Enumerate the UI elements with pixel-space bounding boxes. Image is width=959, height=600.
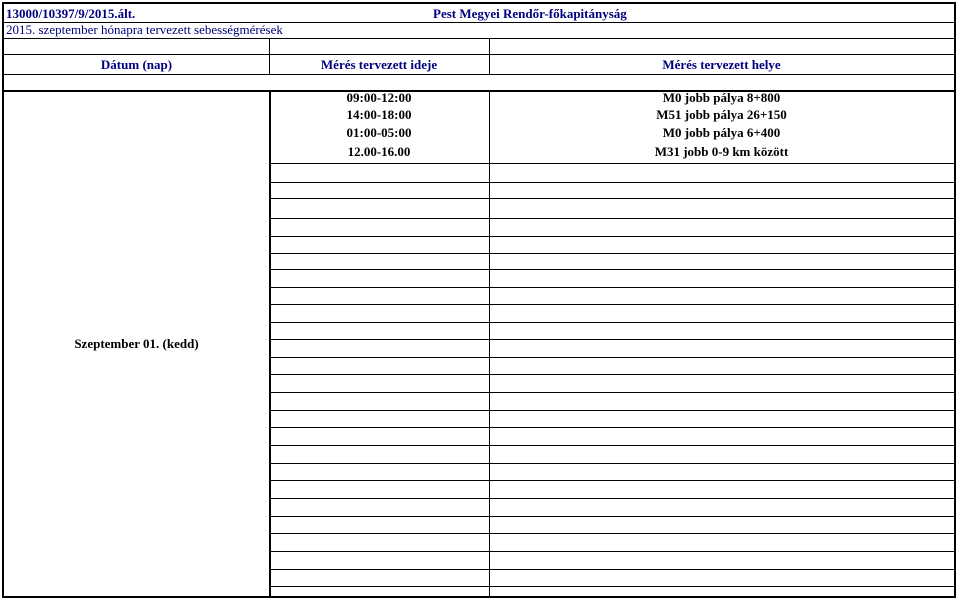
table-row-line xyxy=(269,198,954,199)
table-row-line xyxy=(269,410,954,411)
table-row-line xyxy=(269,163,954,164)
row-place: M51 jobb pálya 26+150 xyxy=(656,107,787,122)
date-cell: Szeptember 01. (kedd) xyxy=(74,336,199,351)
table-row-line xyxy=(269,551,954,552)
row-place: M0 jobb pálya 6+400 xyxy=(662,125,781,140)
header-divider-2 xyxy=(4,38,954,39)
table-row-line xyxy=(269,287,954,288)
table-row-line xyxy=(269,304,954,305)
table-row-line xyxy=(269,236,954,237)
table-row-line xyxy=(269,586,954,587)
table-row-line xyxy=(269,516,954,517)
row-time: 09:00-12:00 xyxy=(346,90,412,105)
table-row-line xyxy=(269,269,954,270)
table-row-line xyxy=(269,480,954,481)
table-row-line xyxy=(269,392,954,393)
table-row-line xyxy=(269,218,954,219)
column-header-divider xyxy=(4,74,954,75)
column-header-time: Mérés tervezett ideje xyxy=(320,57,438,72)
table-row-line xyxy=(269,463,954,464)
header-col-divider-1 xyxy=(269,38,270,74)
row-place: M0 jobb pálya 8+800 xyxy=(662,90,781,105)
header-divider-1 xyxy=(4,22,954,23)
table-row-line xyxy=(269,253,954,254)
table-row-line xyxy=(269,427,954,428)
header-col-divider-2 xyxy=(489,38,490,74)
row-time: 14:00-18:00 xyxy=(346,107,412,122)
table-row-line xyxy=(269,357,954,358)
row-place: M31 jobb 0-9 km között xyxy=(654,144,789,159)
row-time: 01:00-05:00 xyxy=(346,125,412,140)
table-row-line xyxy=(269,533,954,534)
row-time: 12.00-16.00 xyxy=(347,144,411,159)
column-header-place: Mérés tervezett helye xyxy=(662,57,781,72)
table-row-line xyxy=(269,498,954,499)
table-row-line xyxy=(269,339,954,340)
empty-rows-grid xyxy=(269,90,954,596)
organization-name: Pest Megyei Rendőr-főkapitányság xyxy=(433,6,627,21)
column-header-date: Dátum (nap) xyxy=(100,57,173,72)
table-row-line xyxy=(269,182,954,183)
reference-number: 13000/10397/9/2015.ált. xyxy=(6,6,136,21)
table-row-line xyxy=(269,322,954,323)
table-row-line xyxy=(269,445,954,446)
table-row-line xyxy=(269,374,954,375)
header-divider-3 xyxy=(4,54,954,55)
document-subtitle: 2015. szeptember hónapra tervezett sebességmérések xyxy=(6,22,283,37)
table-row-line xyxy=(269,569,954,570)
